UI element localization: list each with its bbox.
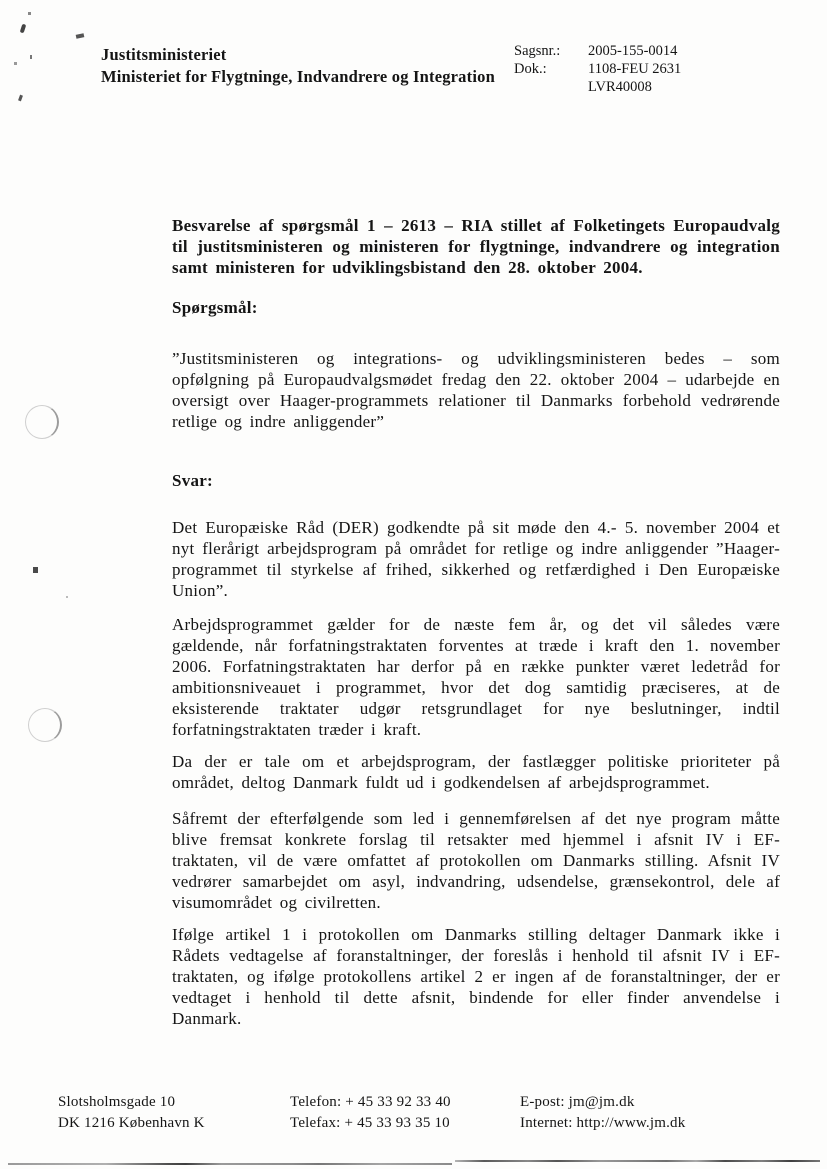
doc-ref-value: LVR40008 xyxy=(588,79,652,95)
ink-speck xyxy=(66,596,68,598)
ink-speck xyxy=(18,95,23,102)
footer-online-block xyxy=(520,1092,685,1134)
hole-punch-mark xyxy=(28,708,62,742)
subject-paragraph: Besvarelse af spørgsmål 1 – 2613 – RIA stillet af Folketingets Europaudvalg til justitsministeren og ministeren for flygtninge, indvandrere og integration samt ministeren for udviklingsbistand den 28. oktober 2004. xyxy=(172,216,780,277)
answer-heading: Svar: xyxy=(172,471,213,490)
ink-speck xyxy=(33,567,38,573)
ink-speck xyxy=(28,12,31,15)
case-reference-block xyxy=(514,42,681,96)
footer-phone-block xyxy=(290,1092,451,1134)
case-number-label: Sagsnr.: xyxy=(514,43,561,59)
ink-speck xyxy=(30,55,32,59)
ink-speck xyxy=(76,33,85,39)
question-quote: ”Justitsministeren og integrations- og udviklingsministeren bedes – som opfølgning på Europaudvalgsmødet fredag den 22. oktober 2004 – udarbejde en oversigt over Haager-programmets relationer til Danmarks forbehold vedrørende retlige og indre anliggender” xyxy=(172,349,780,431)
hole-punch-mark xyxy=(25,405,59,439)
footer-address-block xyxy=(58,1092,205,1134)
footer-address-line1: Slotsholmsgade 10 xyxy=(58,1094,176,1110)
footer-email: E-post: jm@jm.dk xyxy=(520,1094,635,1110)
scan-artifact-line xyxy=(8,1163,452,1165)
ink-speck xyxy=(14,62,17,65)
ministry-name: Justitsministeriet xyxy=(101,45,227,64)
case-number-value: 2005-155-0014 xyxy=(588,43,678,59)
question-heading: Spørgsmål: xyxy=(172,298,258,317)
letterhead xyxy=(101,44,495,88)
answer-paragraph: Ifølge artikel 1 i protokollen om Danmarks stilling deltager Danmark ikke i Rådets vedtagelse af foranstaltninger, der foreslås i henhold til afsnit IV i EF-traktaten, og ifølge protokollens artikel 2 er ingen af de foranstaltninger, der er vedtaget i henhold til dette afsnit, bindende for eller finder anvendelse i Danmark. xyxy=(172,925,780,1028)
ministry-subtitle: Ministeriet for Flygtninge, Indvandrere og Integration xyxy=(101,67,495,86)
ink-speck xyxy=(20,24,27,34)
footer-internet: Internet: http://www.jm.dk xyxy=(520,1115,686,1131)
answer-paragraph: Det Europæiske Råd (DER) godkendte på sit møde den 4.- 5. november 2004 et nyt flerårigt arbejdsprogram på området for retlige og indre anliggender ”Haager-programmet til styrkelse af frihed, sikkerhed og retfærdighed i Den Europæiske Union”. xyxy=(172,518,780,600)
footer-phone: Telefon: + 45 33 92 33 40 xyxy=(290,1094,451,1110)
answer-paragraph: Såfremt der efterfølgende som led i gennemførelsen af det nye program måtte blive fremsat konkrete forslag til retsakter med hjemmel i afsnit IV i EF-traktaten, vil de være omfattet af protokollen om Danmarks stilling. Afsnit IV vedrører samarbejdet om asyl, indvandring, udsendelse, grænsekontrol, dele af visumområdet og civilretten. xyxy=(172,809,780,912)
answer-paragraph: Da der er tale om et arbejdsprogram, der fastlægger politiske prioriteter på området, deltog Danmark fuldt ud i godkendelsen af arbejdsprogrammet. xyxy=(172,752,780,792)
footer-fax: Telefax: + 45 33 93 35 10 xyxy=(290,1115,450,1131)
doc-number-value: 1108-FEU 2631 xyxy=(588,61,682,77)
doc-ref-spacer xyxy=(514,78,588,96)
scan-artifact-line xyxy=(455,1160,820,1162)
answer-paragraph: Arbejdsprogrammet gælder for de næste fem år, og det vil således være gældende, når forfatningstraktaten forventes at træde i kraft den 1. november 2006. Forfatningstraktaten har derfor på en række punkter været ledetråd for ambitionsniveauet i programmet, hvor det dog samtidig præciseres, at de eksisterende traktater udgør retsgrundlaget for nye beslutninger, indtil forfatningstraktaten træder i kraft. xyxy=(172,615,780,739)
footer-address-line2: DK 1216 København K xyxy=(58,1115,205,1131)
doc-number-label: Dok.: xyxy=(514,61,547,77)
